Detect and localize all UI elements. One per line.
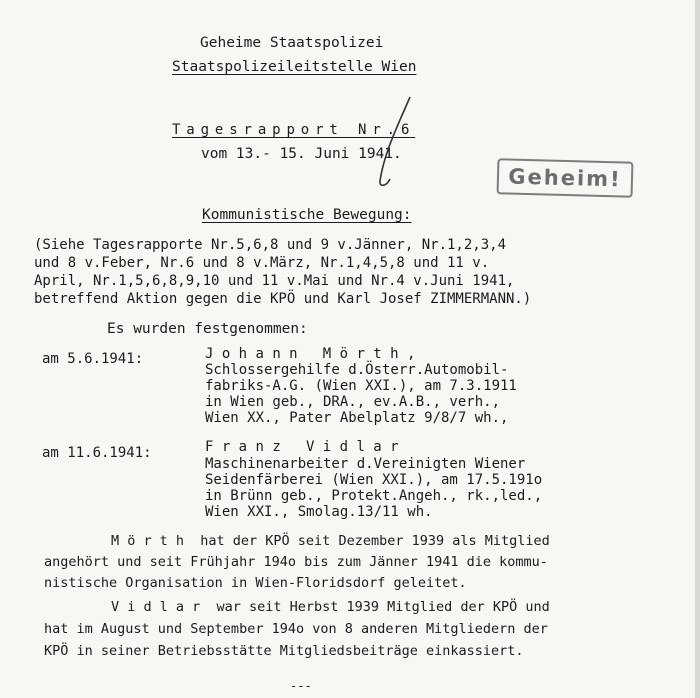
reference-line: und 8 v.Feber, Nr.6 und 8 v.März, Nr.1,4,5,8 und 11 v.	[34, 255, 490, 271]
secret-stamp: Geheim!	[497, 158, 634, 198]
arrest-detail-line: Schlossergehilfe d.Österr.Automobil-	[205, 362, 509, 378]
arrest-detail-line: Seidenfärberei (Wien XXI.), am 17.5.191o	[205, 472, 543, 488]
reference-line: April, Nr.1,5,6,8,9,10 und 11 v.Mai und Nr.4 v.Juni 1941,	[34, 273, 515, 289]
paragraph-person-name: Vidlar	[111, 599, 209, 615]
arrest-detail-line: in Brünn geb., Protekt.Angeh., rk.,led.,	[205, 488, 543, 504]
arrest-person-name: Franz Vidlar	[205, 439, 407, 455]
paragraph-line	[111, 598, 550, 616]
arrest-detail-line: Maschinenarbeiter d.Vereinigten Wiener	[205, 456, 526, 472]
arrest-detail-line: Wien XXI., Smolag.13/11 wh.	[205, 504, 433, 520]
reference-line: betreffend Aktion gegen die KPÖ und Karl Josef ZIMMERMANN.)	[34, 291, 532, 307]
office-name: Staatspolizeileitstelle Wien	[172, 59, 417, 75]
agency-name: Geheime Staatspolizei	[200, 35, 384, 51]
reference-line: (Siehe Tagesrapporte Nr.5,6,8 und 9 v.Jänner, Nr.1,2,3,4	[34, 237, 507, 253]
arrest-detail-line: Wien XX., Pater Abelplatz 9/8/7 wh.,	[205, 410, 509, 426]
paragraph-line: angehört und seit Frühjahr 194o bis zum Jänner 1941 die kommu-	[44, 554, 548, 570]
footer-mark: ---	[290, 679, 312, 693]
paragraph-line: hat im August und September 194o von 8 anderen Mitgliedern der	[44, 621, 548, 637]
paragraph-person-name: Mörth	[111, 533, 193, 549]
arrest-person-name: Johann Mörth,	[205, 346, 424, 362]
pen-stroke-mark	[370, 95, 420, 190]
arrest-date: am 11.6.1941:	[42, 445, 152, 461]
paragraph-line: KPÖ in seiner Betriebsstätte Mitgliedsbeiträge einkassiert.	[44, 643, 524, 659]
arrest-detail-line: in Wien geb., DRA., ev.A.B., verh.,	[205, 394, 501, 410]
arrested-intro: Es wurden festgenommen:	[107, 321, 308, 337]
paragraph-text: hat der KPÖ seit Dezember 1939 als Mitglied	[192, 533, 550, 549]
paragraph-text: war seit Herbst 1939 Mitglied der KPÖ und	[208, 599, 550, 615]
report-date-range: vom 13.- 15. Juni 1941.	[201, 146, 402, 162]
arrest-date: am 5.6.1941:	[42, 351, 144, 367]
arrest-detail-line: fabriks-A.G. (Wien XXI.), am 7.3.1911	[205, 378, 517, 394]
paragraph-line: nistische Organisation in Wien-Floridsdorf geleitet.	[44, 575, 467, 591]
report-title: Tagesrapport Nr.6	[172, 122, 416, 138]
page-edge	[695, 0, 700, 698]
section-heading: Kommunistische Bewegung:	[202, 207, 412, 223]
paragraph-line	[111, 532, 550, 550]
